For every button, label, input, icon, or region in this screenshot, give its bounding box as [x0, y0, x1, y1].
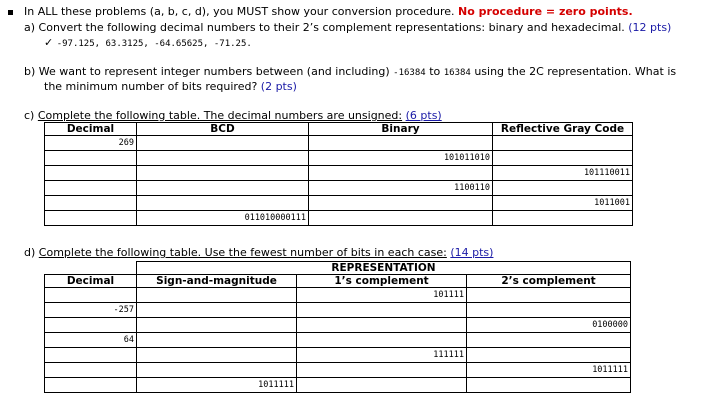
table-row: [45, 378, 631, 393]
table-cell[interactable]: [45, 166, 137, 181]
table-cell[interactable]: [137, 348, 297, 363]
table-cell[interactable]: [45, 211, 137, 226]
question-d-points: (14 pts): [450, 246, 494, 259]
table-cell[interactable]: [137, 288, 297, 303]
table-row: [45, 196, 633, 211]
table-d-header-decimal: Decimal: [45, 275, 137, 288]
question-a-label: a): [24, 21, 36, 34]
table-cell[interactable]: [45, 196, 137, 211]
bullet-icon: [8, 10, 13, 15]
table-row: [45, 348, 631, 363]
table-d-group-header: REPRESENTATION: [137, 262, 631, 275]
table-cell[interactable]: [137, 151, 309, 166]
table-cell[interactable]: [493, 211, 633, 226]
table-cell[interactable]: [493, 136, 633, 151]
table-cell[interactable]: 111111: [297, 348, 467, 363]
table-cell[interactable]: [45, 363, 137, 378]
table-d: [44, 261, 631, 393]
question-b-text2: using the 2C representation. What is: [474, 65, 677, 78]
table-cell[interactable]: 64: [45, 333, 137, 348]
table-cell[interactable]: [309, 166, 493, 181]
question-a-points: (12 pts): [628, 21, 672, 34]
question-d-text: Complete the following table. Use the fewest number of bits in each case:: [38, 246, 447, 259]
table-cell[interactable]: [309, 196, 493, 211]
question-c-text: Complete the following table. The decimal numbers are unsigned:: [37, 109, 403, 122]
table-cell[interactable]: [297, 378, 467, 393]
table-cell[interactable]: [45, 348, 137, 363]
table-cell[interactable]: [137, 333, 297, 348]
table-cell[interactable]: [45, 378, 137, 393]
table-row: [45, 288, 631, 303]
table-row: [45, 318, 631, 333]
question-b-line2-text: the minimum number of bits required?: [44, 80, 258, 93]
checkmark-icon: ✓: [44, 36, 54, 49]
table-c: [44, 122, 633, 226]
question-b-to: to: [429, 65, 441, 78]
table-cell[interactable]: [297, 318, 467, 333]
table-cell[interactable]: 011010000111: [137, 211, 309, 226]
question-b-label: b): [24, 65, 36, 78]
question-d: [24, 246, 493, 259]
question-a-text: Convert the following decimal numbers to their 2’s complement representations: binary and hexadecimal.: [38, 21, 625, 34]
table-cell[interactable]: [467, 333, 631, 348]
table-c-header-row: [45, 123, 633, 136]
table-cell[interactable]: [45, 181, 137, 196]
table-cell[interactable]: [137, 181, 309, 196]
question-d-label: d): [24, 246, 36, 259]
question-b-text1: We want to represent integer numbers between (and including): [38, 65, 390, 78]
table-cell[interactable]: 101111: [297, 288, 467, 303]
table-cell[interactable]: [493, 181, 633, 196]
table-c-header-bcd: BCD: [137, 123, 309, 136]
question-c: [24, 109, 442, 122]
table-d-header-sign-magnitude: Sign-and-magnitude: [137, 275, 297, 288]
intro-warning: No procedure = zero points.: [458, 5, 633, 18]
table-cell[interactable]: [493, 151, 633, 166]
table-d-header-row: [45, 275, 631, 288]
table-c-header-decimal: Decimal: [45, 123, 137, 136]
table-cell[interactable]: [45, 318, 137, 333]
table-c-header-binary: Binary: [309, 123, 493, 136]
table-cell[interactable]: [137, 318, 297, 333]
table-cell[interactable]: [297, 333, 467, 348]
table-row: [45, 211, 633, 226]
table-cell[interactable]: [297, 363, 467, 378]
table-cell[interactable]: [309, 211, 493, 226]
table-row: [45, 303, 631, 318]
question-b-points: (2 pts): [260, 80, 297, 93]
table-cell[interactable]: 0100000: [467, 318, 631, 333]
table-cell[interactable]: [45, 151, 137, 166]
table-row: [45, 181, 633, 196]
intro-text: In ALL these problems (a, b, c, d), you MUST show your conversion procedure.: [24, 5, 455, 18]
question-b: [24, 65, 676, 78]
table-cell[interactable]: 101011010: [309, 151, 493, 166]
table-cell[interactable]: 1011111: [137, 378, 297, 393]
table-cell[interactable]: [137, 166, 309, 181]
table-row: [45, 166, 633, 181]
table-d-header-twos-complement: 2’s complement: [467, 275, 631, 288]
question-c-label: c): [24, 109, 35, 122]
table-cell[interactable]: [467, 348, 631, 363]
table-cell[interactable]: 1011001: [493, 196, 633, 211]
table-cell[interactable]: [467, 288, 631, 303]
question-b-num2: 16384: [443, 68, 471, 78]
table-cell[interactable]: 101110011: [493, 166, 633, 181]
table-cell[interactable]: [137, 363, 297, 378]
table-cell[interactable]: 1100110: [309, 181, 493, 196]
table-d-group-header-row: [45, 262, 631, 275]
question-b-line2: [44, 80, 297, 93]
question-c-points: (6 pts): [405, 109, 442, 122]
table-cell[interactable]: -257: [45, 303, 137, 318]
table-d-blank-header: [45, 262, 137, 275]
table-cell[interactable]: [309, 136, 493, 151]
table-cell[interactable]: [137, 136, 309, 151]
question-b-num1: -16384: [393, 68, 426, 78]
table-cell[interactable]: 269: [45, 136, 137, 151]
table-row: [45, 363, 631, 378]
table-cell[interactable]: [137, 196, 309, 211]
intro-line: [24, 5, 633, 18]
table-row: [45, 136, 633, 151]
table-cell[interactable]: [137, 303, 297, 318]
table-row: [45, 333, 631, 348]
question-a: [24, 21, 671, 34]
table-cell[interactable]: 1011111: [467, 363, 631, 378]
table-c-header-gray: Reflective Gray Code: [493, 123, 633, 136]
table-cell[interactable]: [467, 378, 631, 393]
question-a-numbers-line: [44, 36, 252, 49]
table-d-header-ones-complement: 1’s complement: [297, 275, 467, 288]
table-cell[interactable]: [45, 288, 137, 303]
question-a-numbers: -97.125, 63.3125, -64.65625, -71.25.: [56, 39, 252, 49]
table-row: [45, 151, 633, 166]
table-cell[interactable]: [297, 303, 467, 318]
table-cell[interactable]: [467, 303, 631, 318]
